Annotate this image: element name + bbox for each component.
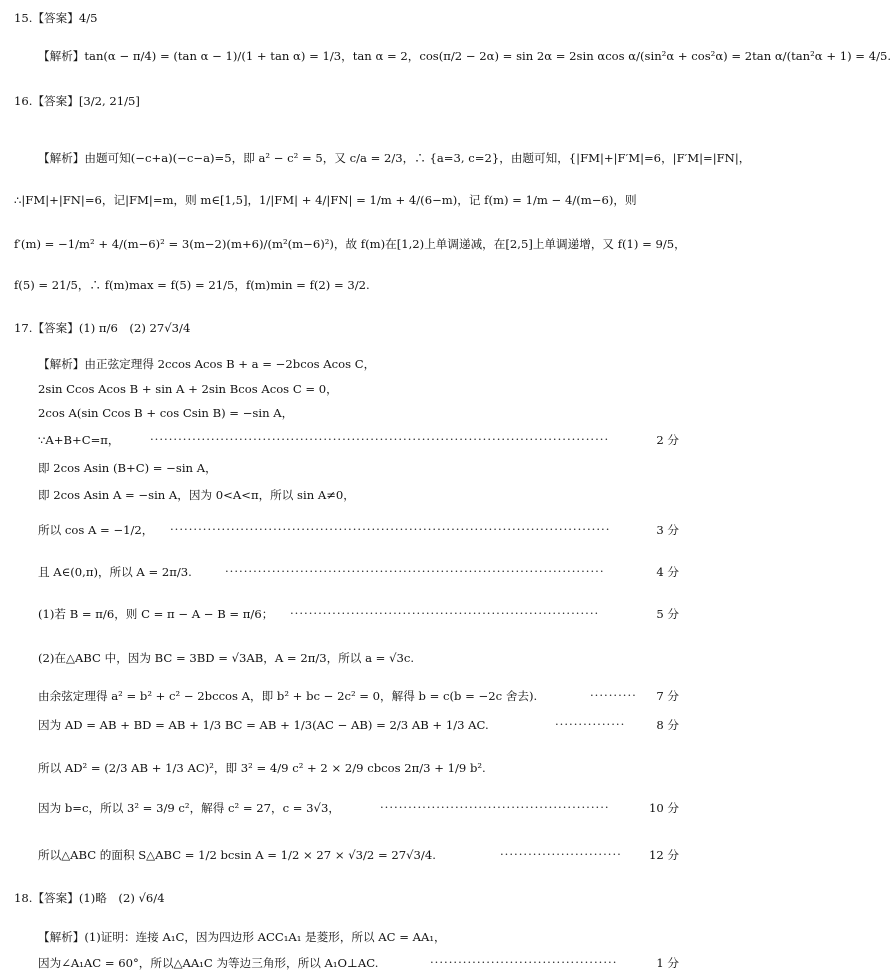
q17-analysis-line-5: 即 2cos Asin (B+C) = −sin A， — [38, 461, 217, 475]
q18-analysis-line-1: 【解析】(1)证明：连接 A₁C，因为四边形 ACC₁A₁ 是菱形，所以 AC = AA₁， — [38, 930, 446, 944]
leader-dots: ········································ — [430, 955, 618, 969]
leader-dots: ·········· — [590, 688, 637, 702]
leader-dots: ······························································································ — [170, 522, 611, 536]
q18-analysis-line-2: 因为∠A₁AC = 60°，所以△AA₁C 为等边三角形，所以 A₁O⊥AC. — [38, 956, 379, 970]
q17-analysis-line-10: (2)在△ABC 中，因为 BC = 3BD = √3AB，A = 2π/3，所以 a = √3c. — [38, 651, 415, 665]
leader-dots: ·································································································· — [150, 432, 610, 446]
q16-analysis-line-1: 【解析】由题可知(−c+a)(−c−a)=5，即 a² − c² = 5，又 c/a = 2/3，∴ {a=3, c=2}，由题可知，{|FM|+|F′M|=6，|F′M|=|FN|， — [38, 151, 751, 165]
q17-analysis-line-6: 即 2cos Asin A = −sin A，因为 0<A<π，所以 sin A≠0， — [38, 488, 355, 502]
score-label: 8 分 — [656, 718, 679, 732]
q15-analysis: 【解析】tan(α − π/4) = (tan α − 1)/(1 + tan α) = 1/3，tan α = 2，cos(π/2 − 2α) = sin 2α = 2sin αcos α/(sin²α + cos²α) = 2tan α/(tan²α + 1) = 4/5. — [38, 49, 891, 63]
score-label: 10 分 — [648, 801, 679, 815]
q17-analysis-line-4: ∵A+B+C=π， — [38, 433, 120, 447]
q17-analysis-line-9: (1)若 B = π/6，则 C = π − A − B = π/6； — [38, 607, 274, 621]
score-label: 5 分 — [656, 607, 679, 621]
leader-dots: ·························· — [500, 847, 622, 861]
q17-analysis-line-3: 2cos A(sin Ccos B + cos Csin B) = −sin A， — [38, 406, 294, 420]
q17-analysis-line-11: 由余弦定理得 a² = b² + c² − 2bccos A，即 b² + bc − 2c² = 0，解得 b = c(b = −2c 舍去). — [38, 689, 538, 703]
score-label: 1 分 — [656, 956, 679, 970]
q17-analysis-line-12: 因为 AD = AB + BD = AB + 1/3 BC = AB + 1/3(AC − AB) = 2/3 AB + 1/3 AC. — [38, 718, 489, 732]
q17-analysis-line-7: 所以 cos A = −1/2， — [38, 523, 154, 537]
q17-analysis-line-8: 且 A∈(0,π)，所以 A = 2π/3. — [38, 565, 192, 579]
score-label: 12 分 — [648, 848, 679, 862]
leader-dots: ················································································· — [225, 564, 605, 578]
score-label: 3 分 — [656, 523, 679, 537]
q17-analysis-line-15: 所以△ABC 的面积 S△ABC = 1/2 bcsin A = 1/2 × 27 × √3/2 = 27√3/4. — [38, 848, 436, 862]
q17-answer: 17.【答案】(1) π/6 (2) 27√3/4 — [14, 321, 191, 335]
score-label: 4 分 — [656, 565, 679, 579]
q16-analysis-line-3: f′(m) = −1/m² + 4/(m−6)² = 3(m−2)(m+6)/(m²(m−6)²)，故 f(m)在[1,2)上单调递减，在[2,5]上单调递增，又 f(1) = 9/5， — [14, 237, 686, 251]
score-label: 7 分 — [656, 689, 679, 703]
q17-analysis-line-14: 因为 b=c，所以 3² = 3/9 c²，解得 c² = 27，c = 3√3， — [38, 801, 340, 815]
q17-analysis-line-1: 【解析】由正弦定理得 2ccos Acos B + a = −2bcos Acos C， — [38, 357, 376, 371]
leader-dots: ·································································· — [290, 606, 600, 620]
q17-analysis-line-13: 所以 AD² = (2/3 AB + 1/3 AC)²，即 3² = 4/9 c² + 2 × 2/9 cbcos 2π/3 + 1/9 b². — [38, 761, 486, 775]
score-label: 2 分 — [656, 433, 679, 447]
q18-answer: 18.【答案】(1)略 (2) √6/4 — [14, 891, 165, 905]
q17-analysis-line-2: 2sin Ccos Acos B + sin A + 2sin Bcos Acos C = 0， — [38, 382, 338, 396]
q16-answer: 16.【答案】[3/2, 21/5] — [14, 94, 140, 108]
q16-analysis-line-2: ∴|FM|+|FN|=6，记|FM|=m，则 m∈[1,5]，1/|FM| + 4/|FN| = 1/m + 4/(6−m)，记 f(m) = 1/m − 4/(m−6)，则 — [14, 193, 637, 207]
q15-answer: 15.【答案】4/5 — [14, 11, 98, 25]
q16-analysis-line-4: f(5) = 21/5，∴ f(m)max = f(5) = 21/5，f(m)min = f(2) = 3/2. — [14, 278, 370, 292]
leader-dots: ··············· — [555, 717, 626, 731]
leader-dots: ················································· — [380, 800, 610, 814]
